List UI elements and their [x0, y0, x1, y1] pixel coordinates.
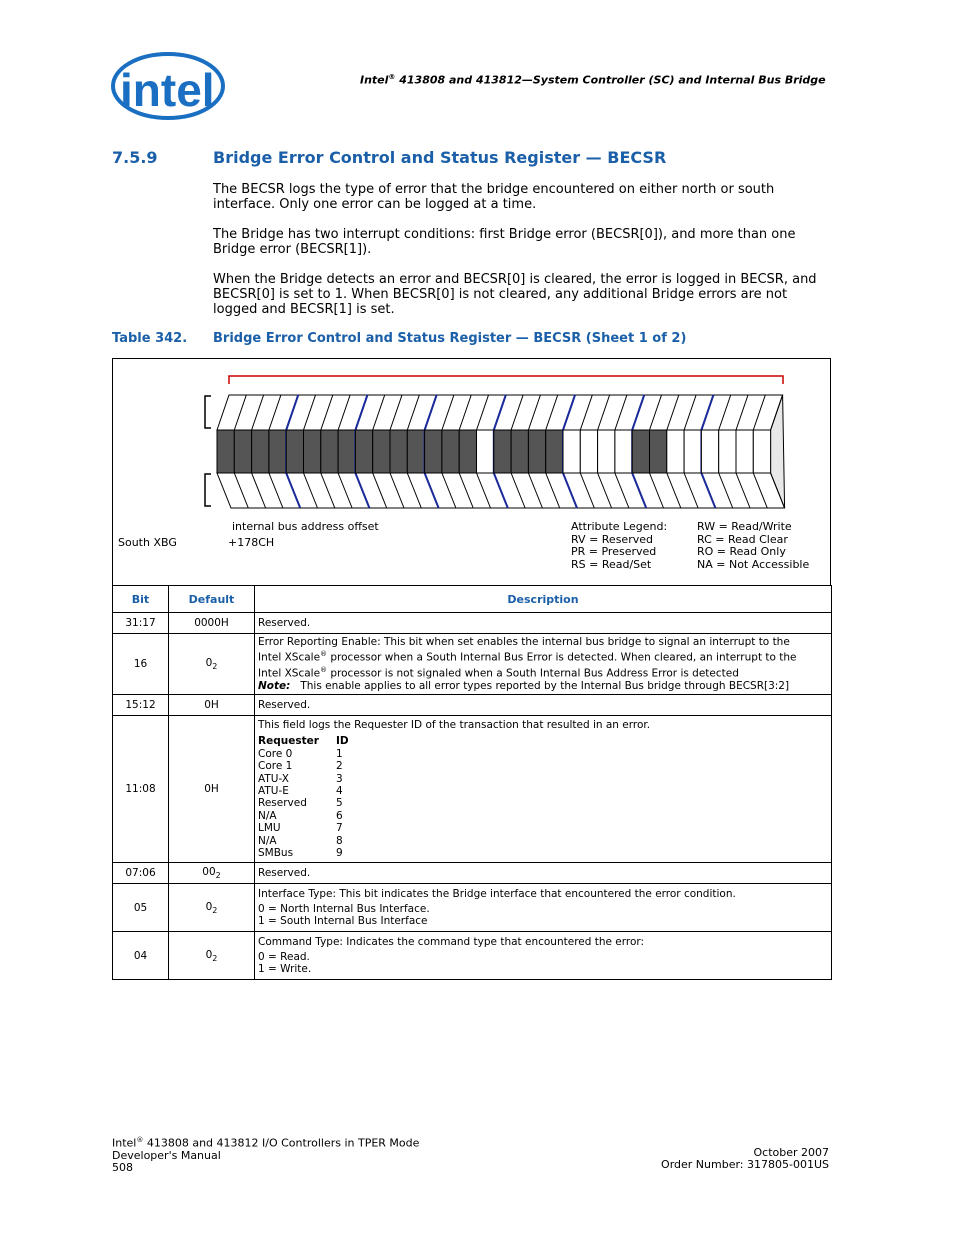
register-bit-cell — [321, 430, 338, 473]
table-row: 31:17 0000H Reserved. — [113, 613, 832, 634]
footer-left: Intel® 413808 and 413812 I/O Controllers in TPER Mode Developer's Manual 508 — [112, 1136, 420, 1174]
register-bit-cell — [494, 430, 511, 473]
register-bit-cell — [667, 430, 684, 473]
header-default: Default — [169, 586, 255, 613]
register-bit-cell — [269, 430, 286, 473]
list-item: ATU-E 4 — [258, 784, 343, 797]
paragraph: When the Bridge detects an error and BECSR[0] is cleared, the error is logged in BECSR, and BECSR[0] is set to 1. When BECSR[0] is not cleared, any additional Bridge errors are not logged and BECSR[1] is set. — [213, 272, 817, 317]
register-bit-cell — [459, 430, 476, 473]
register-bit-cell — [304, 430, 321, 473]
header-bit: Bit — [113, 586, 169, 613]
list-item: N/A 6 — [258, 809, 343, 822]
attribute-legend-right: RW = Read/Write RC = Read Clear RO = Read Only NA = Not Accessible — [697, 520, 810, 571]
paragraph: The BECSR logs the type of error that the bridge encountered on either north or south interface. Only one error can be logged at a time. — [213, 182, 775, 212]
register-bit-cell — [234, 430, 251, 473]
register-bit-cell — [373, 430, 390, 473]
register-bit-cell — [425, 430, 442, 473]
list-item: SMBus 9 — [258, 846, 343, 859]
register-bit-cell — [217, 430, 234, 473]
register-bit-cell — [511, 430, 528, 473]
attribute-legend-left: Attribute Legend: RV = Reserved PR = Preserved RS = Read/Set — [571, 520, 668, 571]
offset-value: +178CH — [228, 536, 275, 549]
register-bit-cell — [719, 430, 736, 473]
table-row: 11:08 0H This field logs the Requester ID of the transaction that resulted in an error. Requester ID Core 0 1 Core 1 2 ATU-X 3 ATU-E 4 Reserved 5 N/A 6 LMU 7 N/A 8 SMBus 9 — [113, 716, 832, 863]
note-label: Note: — [258, 679, 291, 692]
header-description: Description — [255, 586, 832, 613]
register-bit-cell — [442, 430, 459, 473]
requester-id-list: Requester ID Core 0 1 Core 1 2 ATU-X 3 ATU-E 4 Reserved 5 N/A 6 LMU 7 N/A 8 SMBus 9 — [258, 735, 349, 859]
register-bit-cell — [753, 430, 770, 473]
offset-label: internal bus address offset — [232, 520, 379, 533]
list-item: ATU-X 3 — [258, 772, 343, 785]
table-row: 15:12 0H Reserved. — [113, 695, 832, 716]
paragraph: The Bridge has two interrupt conditions: first Bridge error (BECSR[0]), and more than one Bridge error (BECSR[1]). — [213, 227, 796, 257]
default-value: $0_2$ — [169, 634, 255, 695]
register-bit-cell — [598, 430, 615, 473]
register-bit-cell — [390, 430, 407, 473]
row-bracket — [205, 474, 211, 506]
section-number: 7.5.9 — [112, 148, 158, 167]
register-bit-cell — [546, 430, 563, 473]
list-item: N/A 8 — [258, 834, 343, 847]
table-row: 05 $0_2$ Interface Type: This bit indicates the Bridge interface that encountered the error condition. 0 = North Internal Bus Interface. 1 = South Internal Bus Interface — [113, 884, 832, 932]
register-bit-cell — [407, 430, 424, 473]
list-item: LMU 7 — [258, 822, 343, 835]
register-bit-cell — [338, 430, 355, 473]
register-bit-cell — [684, 430, 701, 473]
field-bracket — [229, 376, 783, 384]
table-row: 16 $0_2$ Error Reporting Enable: This bit when set enables the internal bus bridge to signal an interrupt to the Intel XScale® processor when a South Internal Bus Error is detected. When cleared, an interrupt to the Intel XScale® processor is not signaled when a South Internal Bus Address Error is detected Note: This enable applies to all error types reported by the Internal Bus bridge through BECSR[3:2] — [113, 634, 832, 695]
register-bit-cell — [286, 430, 303, 473]
page-number: 508 — [112, 1160, 133, 1174]
register-bit-cell — [580, 430, 597, 473]
register-bit-cell — [252, 430, 269, 473]
table-header-row — [113, 586, 832, 613]
table-number: Table 342. — [112, 331, 188, 346]
register-bit-cell — [632, 430, 649, 473]
register-bit-cell — [563, 430, 580, 473]
register-bit-cell — [736, 430, 753, 473]
register-bit-cell — [615, 430, 632, 473]
table-row: 04 $0_2$ Command Type: Indicates the command type that encountered the error: 0 = Read. 1 = Write. — [113, 932, 832, 980]
row-bracket — [205, 396, 211, 428]
logo-text: intel — [120, 64, 215, 116]
register-table — [112, 585, 832, 980]
table-row: 07:06 $00_2$ Reserved. — [113, 863, 832, 884]
register-bit-cell — [650, 430, 667, 473]
footer-right: October 2007 Order Number: 317805-001US — [661, 1146, 829, 1171]
running-header: Intel® 413808 and 413812—System Controller (SC) and Internal Bus Bridge — [360, 73, 826, 87]
table-caption: Bridge Error Control and Status Register — BECSR (Sheet 1 of 2) — [213, 331, 687, 346]
register-bit-cell — [701, 430, 718, 473]
intel-logo — [108, 48, 228, 132]
unit-label: South XBG — [118, 536, 177, 549]
register-bit-cell — [477, 430, 494, 473]
list-item: Reserved 5 — [258, 797, 343, 810]
section-title: Bridge Error Control and Status Register — BECSR — [213, 148, 667, 167]
register-bit-cell — [355, 430, 372, 473]
register-bit-cell — [528, 430, 545, 473]
list-item: Core 1 2 — [258, 760, 343, 773]
list-item: Core 0 1 — [258, 747, 343, 760]
